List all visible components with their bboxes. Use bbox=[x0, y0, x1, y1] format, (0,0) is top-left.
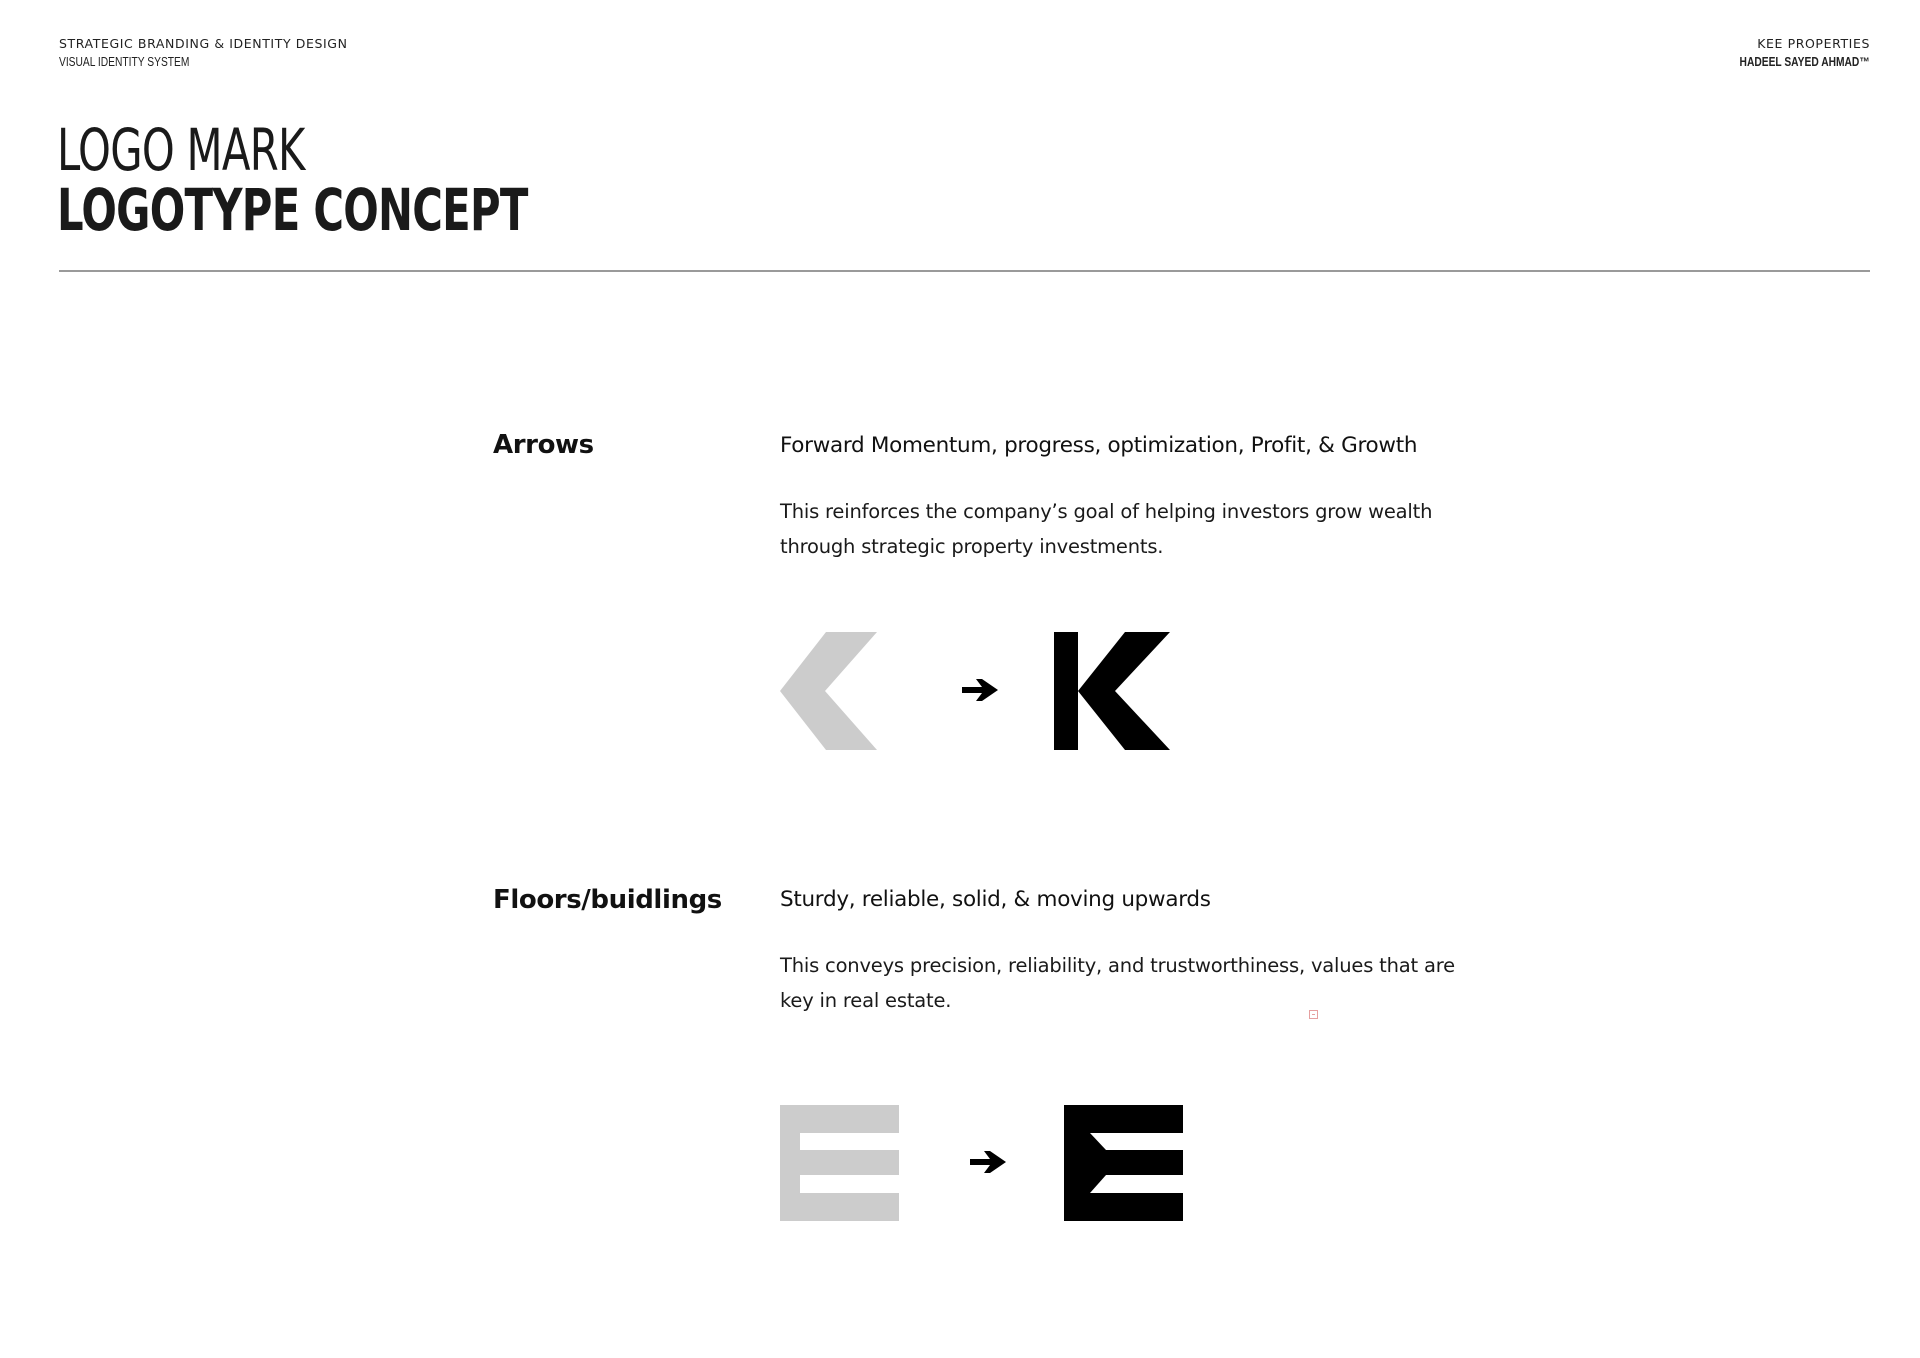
header-course-title: STRATEGIC BRANDING & IDENTITY DESIGN bbox=[59, 36, 348, 51]
letter-k-logo-icon bbox=[1054, 632, 1174, 750]
header-client: KEE PROPERTIES bbox=[1757, 36, 1870, 51]
arrow-right-icon bbox=[962, 676, 998, 704]
section-label: Floors/buidlings bbox=[493, 885, 722, 915]
section-subtitle: Sturdy, reliable, solid, & moving upwards bbox=[780, 887, 1211, 912]
page-title bbox=[57, 116, 711, 244]
annotation-marker bbox=[1309, 1010, 1318, 1019]
page-title-line2: LOGOTYPE CONCEPT bbox=[57, 176, 528, 244]
letter-e-outline-icon bbox=[780, 1105, 899, 1221]
header-subtitle: VISUAL IDENTITY SYSTEM bbox=[59, 55, 190, 69]
header-left bbox=[59, 35, 348, 71]
header-divider bbox=[59, 270, 1870, 272]
arrow-right-icon bbox=[970, 1148, 1006, 1176]
section-body: This conveys precision, reliability, and trustworthiness, values that are key in real estate. bbox=[780, 954, 1455, 1012]
section-subtitle: Forward Momentum, progress, optimization, Profit, & Growth bbox=[780, 433, 1418, 458]
header-right bbox=[1711, 35, 1870, 71]
header-author: HADEEL SAYED AHMAD™ bbox=[1739, 55, 1870, 69]
page-title-line1: LOGO MARK bbox=[57, 116, 305, 184]
section-body: This reinforces the company’s goal of helping investors grow wealth through strategic property investments. bbox=[780, 500, 1433, 558]
letter-e-logo-icon bbox=[1064, 1105, 1183, 1221]
chevron-left-icon bbox=[780, 632, 880, 750]
section-label: Arrows bbox=[493, 430, 594, 460]
